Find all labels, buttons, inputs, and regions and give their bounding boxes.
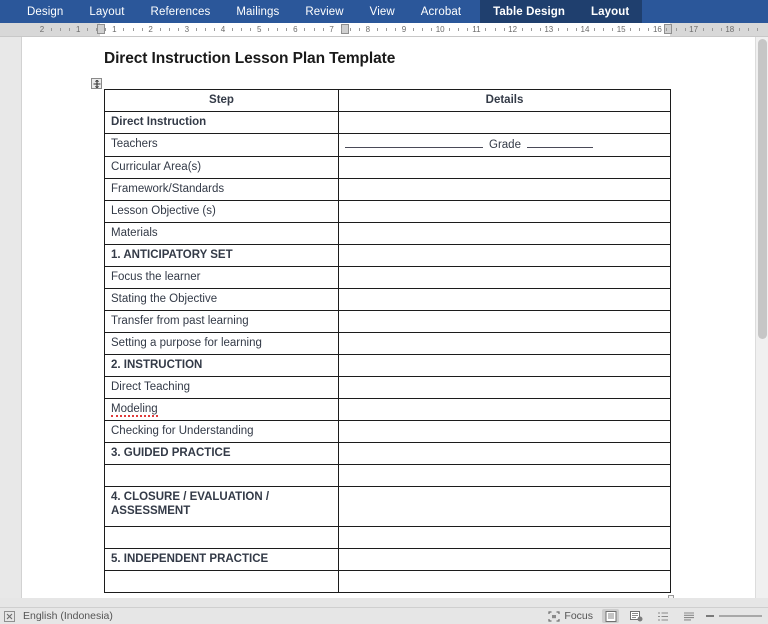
ribbon-tab-design[interactable]: Design [27, 5, 64, 18]
ruler-tick [304, 28, 305, 31]
ribbon-tab-view[interactable]: View [369, 5, 395, 18]
ruler-tick [96, 28, 97, 31]
table-row[interactable] [105, 399, 671, 421]
ribbon-tab-mailings[interactable]: Mailings [236, 5, 280, 18]
table-cell-details[interactable] [339, 311, 671, 333]
table-row[interactable] [105, 333, 671, 355]
ruler-tick [431, 28, 432, 31]
status-bar [0, 607, 768, 624]
ruler-tick [703, 28, 704, 31]
web-layout-icon [630, 611, 643, 622]
table-cell-details[interactable] [339, 112, 671, 134]
ruler-tick [250, 28, 251, 31]
table-cell-step[interactable]: Stating the Objective [105, 289, 339, 311]
ruler-tick [133, 28, 134, 31]
ruler-tick [639, 28, 640, 31]
draft-view-button[interactable] [680, 609, 697, 623]
ruler-tick [386, 28, 387, 31]
table-cell-step[interactable]: Focus the learner [105, 267, 339, 289]
draft-icon [683, 611, 695, 622]
ribbon-tab-layout[interactable]: Layout [89, 5, 125, 18]
table-cell-details[interactable] [339, 134, 671, 157]
ruler-number: 8 [365, 25, 371, 34]
ruler-number: 14 [580, 25, 590, 34]
table-cell-step[interactable]: 1. ANTICIPATORY SET [105, 245, 339, 267]
table-cell-details[interactable] [339, 157, 671, 179]
print-layout-icon [605, 611, 617, 622]
table-cell-step[interactable]: Teachers [105, 134, 339, 157]
ruler-number: 16 [652, 25, 662, 34]
table-cell-details[interactable] [339, 333, 671, 355]
ruler-number: 7 [329, 25, 334, 34]
table-row[interactable] [105, 465, 671, 487]
ruler-tick [666, 28, 667, 31]
web-layout-view-button[interactable] [628, 609, 645, 623]
document-page[interactable] [22, 37, 755, 607]
ruler-tick [314, 28, 315, 31]
ruler-left-margin [0, 23, 22, 36]
ruler-tick [377, 28, 378, 31]
status-bar-right [548, 609, 768, 623]
ruler-tick [558, 28, 559, 31]
ruler-tick [60, 28, 61, 31]
table-move-handle[interactable] [91, 78, 102, 89]
table-cell-details[interactable] [339, 571, 671, 593]
table-cell-step[interactable]: 3. GUIDED PRACTICE [105, 443, 339, 465]
document-scroll-area[interactable] [0, 37, 768, 607]
outline-view-button[interactable] [654, 609, 671, 623]
ruler-tick [205, 28, 206, 31]
horizontal-ruler[interactable] [0, 23, 768, 37]
ruler-number: 18 [725, 25, 735, 34]
bottom-strip [0, 598, 768, 607]
table-cell-details[interactable] [339, 421, 671, 443]
ruler-tick [648, 28, 649, 31]
table-cell-details[interactable] [339, 465, 671, 487]
ruler-tick [676, 28, 677, 31]
table-cell-details[interactable] [339, 399, 671, 421]
ruler-tick [178, 28, 179, 31]
table-cell-step[interactable] [105, 571, 339, 593]
ruler-tick [712, 28, 713, 31]
ruler-tick [268, 28, 269, 31]
table-cell-step[interactable]: Transfer from past learning [105, 311, 339, 333]
ruler-tick [241, 28, 242, 31]
table-row[interactable] [105, 421, 671, 443]
zoom-slider[interactable] [706, 615, 762, 617]
ruler-number: 10 [435, 25, 445, 34]
vertical-scrollbar-thumb[interactable] [758, 39, 767, 339]
ruler-tick [467, 28, 468, 31]
ruler-tick [522, 28, 523, 31]
ruler-tick [196, 28, 197, 31]
table-cell-step[interactable]: 5. INDEPENDENT PRACTICE [105, 549, 339, 571]
ruler-tick [232, 28, 233, 31]
table-cell-step[interactable]: Direct Instruction [105, 112, 339, 134]
ruler-number: 2 [148, 25, 153, 34]
page-title: Direct Instruction Lesson Plan Template [104, 50, 396, 67]
column-header-details: Details [339, 90, 671, 112]
focus-mode-button[interactable] [548, 610, 593, 622]
table-row[interactable] [105, 571, 671, 593]
language-status[interactable]: English (Indonesia) [23, 610, 113, 622]
ribbon-tab-bar [0, 0, 768, 23]
table-cell-step[interactable]: Materials [105, 223, 339, 245]
ruler-number: 3 [184, 25, 190, 34]
table-cell-step[interactable]: 2. INSTRUCTION [105, 355, 339, 377]
table-cell-details[interactable] [339, 355, 671, 377]
table-row[interactable] [105, 549, 671, 571]
ruler-number: 6 [293, 25, 298, 34]
ruler-number: 17 [689, 25, 699, 34]
ruler-tick [395, 28, 396, 31]
ruler-tick [51, 28, 52, 31]
ruler-tick [531, 28, 532, 31]
table-cell-details[interactable] [339, 179, 671, 201]
ruler-tick [169, 28, 170, 31]
ruler-tick [286, 28, 287, 31]
ruler-tick [630, 28, 631, 31]
table-cell-step[interactable]: Curricular Area(s) [105, 157, 339, 179]
print-layout-view-button[interactable] [602, 609, 619, 623]
table-row[interactable] [105, 179, 671, 201]
spelling-error-text[interactable]: Modeling [111, 403, 158, 415]
table-row[interactable] [105, 311, 671, 333]
ribbon-tab-acrobat[interactable]: Acrobat [420, 5, 462, 18]
table-cell-details[interactable] [339, 245, 671, 267]
ruler-tick [87, 28, 88, 31]
ruler-tick [69, 28, 70, 31]
column-header-step: Step [105, 90, 339, 112]
ruler-tick [160, 28, 161, 31]
table-cell-step[interactable] [105, 527, 339, 549]
ruler-tick [350, 28, 351, 31]
ruler-number: 2 [39, 25, 45, 34]
table-row[interactable] [105, 289, 671, 311]
table-row[interactable] [105, 245, 671, 267]
ruler-number: 11 [472, 25, 481, 34]
table-row[interactable] [105, 157, 671, 179]
zoom-slider-track[interactable] [719, 615, 762, 617]
ribbon-tab-table-layout[interactable]: Layout [591, 5, 630, 18]
ruler-tick [748, 28, 749, 31]
table-cell-step[interactable]: Checking for Understanding [105, 421, 339, 443]
table-cell-details[interactable] [339, 223, 671, 245]
table-cell-step[interactable]: Framework/Standards [105, 179, 339, 201]
ruler-tick [540, 28, 541, 31]
ruler-number: 12 [508, 25, 518, 34]
table-row[interactable] [105, 527, 671, 549]
ruler-tick [721, 28, 722, 31]
ruler-number: 5 [256, 25, 262, 34]
ruler-tick [277, 28, 278, 31]
grade-blank-line[interactable] [527, 137, 593, 148]
table-row[interactable] [105, 112, 671, 134]
ruler-tick [603, 28, 604, 31]
ruler-tick [485, 28, 486, 31]
table-cell-details[interactable] [339, 267, 671, 289]
table-header-row [105, 90, 671, 112]
zoom-out-button[interactable] [706, 615, 714, 617]
ruler-tick [576, 28, 577, 31]
table-cell-step[interactable] [105, 399, 339, 421]
ruler-tick [757, 28, 758, 31]
ruler-tick [323, 28, 324, 31]
ruler-tick [495, 28, 496, 31]
ruler-tick [341, 28, 342, 31]
ruler-number: 4 [220, 25, 226, 34]
contextual-tab-group [480, 0, 642, 23]
table-cell-details[interactable] [339, 527, 671, 549]
focus-label: Focus [564, 610, 593, 622]
ruler-left-indent-marker[interactable] [97, 24, 105, 34]
ruler-tick [504, 28, 505, 31]
table-cell-details[interactable] [339, 201, 671, 223]
ruler-tick [105, 28, 106, 31]
ruler-number: 15 [616, 25, 626, 34]
ruler-tick [594, 28, 595, 31]
table-row[interactable] [105, 355, 671, 377]
table-cell-details[interactable] [339, 487, 671, 527]
ruler-tick [422, 28, 423, 31]
ruler-tick [123, 28, 124, 31]
ribbon-tab-references[interactable]: References [150, 5, 211, 18]
table-row[interactable] [105, 377, 671, 399]
vertical-scrollbar[interactable] [755, 37, 768, 607]
ruler-tick [685, 28, 686, 31]
table-cell-details[interactable] [339, 549, 671, 571]
table-body [105, 112, 671, 593]
table-row[interactable] [105, 134, 671, 157]
ruler-tick [612, 28, 613, 31]
table-row[interactable] [105, 267, 671, 289]
table-row[interactable] [105, 201, 671, 223]
table-row[interactable] [105, 487, 671, 527]
ruler-number: 1 [75, 25, 81, 34]
proofing-errors-icon[interactable] [4, 611, 15, 622]
move-cross-icon [93, 80, 101, 88]
ruler-tick [413, 28, 414, 31]
ruler-tick [214, 28, 215, 31]
ruler-number: 9 [401, 25, 407, 34]
ruler-tick [142, 28, 143, 31]
ribbon-tab-table-design[interactable]: Table Design [480, 0, 578, 23]
ruler-tick [567, 28, 568, 31]
ribbon-tab-review[interactable]: Review [305, 5, 344, 18]
ruler-right-indent-marker[interactable] [341, 24, 349, 34]
ruler-number: 13 [544, 25, 554, 34]
table-cell-details[interactable] [339, 377, 671, 399]
table-cell-step[interactable]: Direct Teaching [105, 377, 339, 399]
table-cell-step[interactable]: Lesson Objective (s) [105, 201, 339, 223]
ruler-tick [449, 28, 450, 31]
focus-icon [548, 611, 560, 622]
ruler-tick [458, 28, 459, 31]
teacher-name-blank-line[interactable] [345, 137, 483, 148]
table-cell-details[interactable] [339, 443, 671, 465]
table-row[interactable] [105, 223, 671, 245]
ruler-tick [739, 28, 740, 31]
ruler-tick [359, 28, 360, 31]
table-cell-step[interactable]: 4. CLOSURE / EVALUATION / ASSESSMENT [105, 487, 339, 527]
grade-label: Grade [489, 139, 521, 151]
table-cell-step[interactable] [105, 465, 339, 487]
ruler-tab-marker[interactable] [664, 24, 672, 34]
table-cell-step[interactable]: Setting a purpose for learning [105, 333, 339, 355]
table-cell-details[interactable] [339, 289, 671, 311]
ruler-number: 1 [112, 25, 117, 34]
table-row[interactable] [105, 443, 671, 465]
outline-icon [657, 611, 669, 622]
status-bar-left [0, 610, 113, 622]
lesson-plan-table[interactable] [104, 89, 671, 593]
